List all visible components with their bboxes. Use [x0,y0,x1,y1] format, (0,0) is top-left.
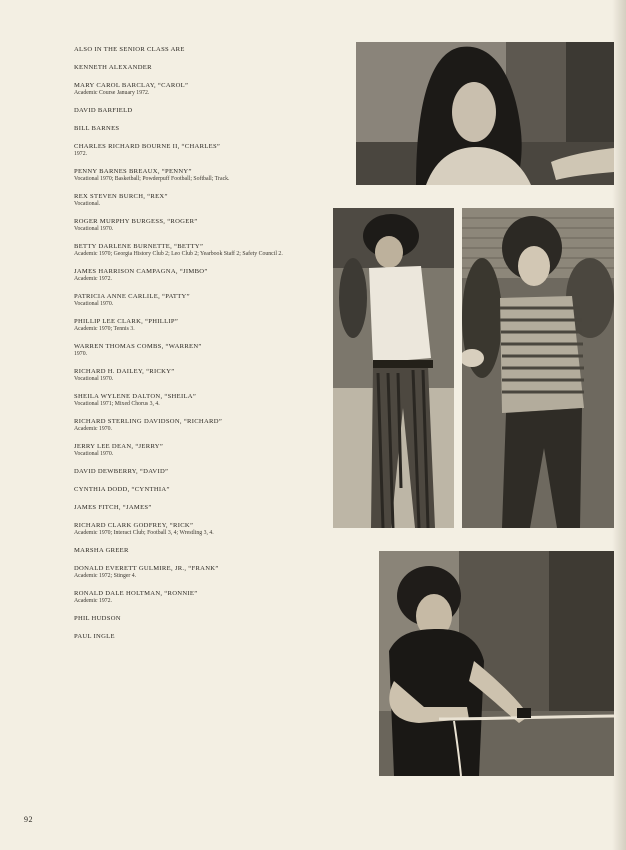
student-name: RONALD DALE HOLTMAN, “RONNIE” [74,590,198,597]
photo-boy-striped-shirt [462,208,614,528]
page-number: 92 [24,815,33,824]
list-item [74,63,334,72]
student-detail: Academic 1970. [74,426,112,432]
list-item [74,392,334,408]
student-detail: Academic 1972; Stinger 4. [74,573,137,579]
list-item [74,142,334,158]
student-name: RICHARD H. DAILEY, “RICKY” [74,368,175,375]
list-item [74,81,334,97]
student-name: WARREN THOMAS COMBS, “WARREN” [74,343,202,350]
student-name: REX STEVEN BURCH, “REX” [74,193,168,200]
list-item [74,342,334,358]
student-name: CYNTHIA DODD, “CYNTHIA” [74,486,170,493]
senior-class-list [74,45,334,650]
student-name: PENNY BARNES BREAUX, “PENNY” [74,168,192,175]
student-detail: Vocational. [74,201,101,207]
photo-girl-long-hair [356,42,614,185]
student-detail: Vocational 1970. [74,226,114,232]
student-detail: Academic Course January 1972. [74,90,150,96]
list-item [74,217,334,233]
student-name: CHARLES RICHARD BOURNE II, “CHARLES” [74,143,221,150]
list-item [74,564,334,580]
student-name: PATRICIA ANNE CARLILE, “PATTY” [74,293,190,300]
student-name: RICHARD CLARK GODFREY, “RICK” [74,522,194,529]
page-edge-shadow [612,0,626,850]
student-detail: Vocational 1970. [74,301,114,307]
student-detail: Vocational 1970; Basketball; Powderpuff Football; Softball; Track. [74,176,230,182]
student-name: MARSHA GREER [74,547,129,554]
student-name: MARY CAROL BARCLAY, “CAROL” [74,82,189,89]
student-name: JAMES FITCH, “JAMES” [74,504,152,511]
student-name: ROGER MURPHY BURGESS, “ROGER” [74,218,198,225]
student-name: PHIL HUDSON [74,615,121,622]
student-detail: 1970. [74,351,88,357]
list-item [74,167,334,183]
list-item [74,242,334,258]
list-item [74,632,334,641]
student-name: BETTY DARLENE BURNETTE, “BETTY” [74,243,204,250]
student-name: KENNETH ALEXANDER [74,64,152,71]
student-name: PAUL INGLE [74,633,115,640]
student-detail: Vocational 1970. [74,376,114,382]
list-item [74,292,334,308]
photo-girl-striped-pants [333,208,454,528]
list-item [74,367,334,383]
list-item [74,614,334,623]
student-name: DAVID DEWBERRY, “DAVID” [74,468,169,475]
list-item [74,124,334,133]
list-item [74,546,334,555]
student-detail: Academic 1970; Interact Club; Football 3, 4; Wrestling 3, 4. [74,530,214,536]
student-name: BILL BARNES [74,125,120,132]
list-item [74,106,334,115]
student-name: DONALD EVERETT GULMIRE, JR., “FRANK” [74,565,219,572]
student-detail: Academic 1972. [74,276,112,282]
student-name: JERRY LEE DEAN, “JERRY” [74,443,164,450]
student-detail: Academic 1972. [74,598,112,604]
list-item [74,417,334,433]
list-heading: ALSO IN THE SENIOR CLASS ARE [74,46,185,53]
student-detail: Academic 1970; Tennis 3. [74,326,135,332]
list-item [74,192,334,208]
list-item [74,267,334,283]
list-item [74,467,334,476]
student-name: PHILLIP LEE CLARK, “PHILLIP” [74,318,179,325]
list-item [74,503,334,512]
list-item [74,589,334,605]
list-item [74,317,334,333]
student-name: JAMES HARRISON CAMPAGNA, “JIMBO” [74,268,208,275]
list-item [74,442,334,458]
student-name: SHEILA WYLENE DALTON, “SHEILA” [74,393,197,400]
photo-boy-pulling-rope [379,551,614,776]
student-detail: Vocational 1971; Mixed Chorus 3, 4. [74,401,160,407]
student-name: DAVID BARFIELD [74,107,133,114]
student-name: RICHARD STERLING DAVIDSON, “RICHARD” [74,418,223,425]
student-detail: Vocational 1970. [74,451,114,457]
list-item [74,521,334,537]
student-detail: Academic 1970; Georgia History Club 2; Leo Club 2; Yearbook Staff 2; Safety Council 2. [74,251,283,257]
list-item [74,485,334,494]
student-detail: 1972. [74,151,88,157]
entries-list [74,63,334,641]
